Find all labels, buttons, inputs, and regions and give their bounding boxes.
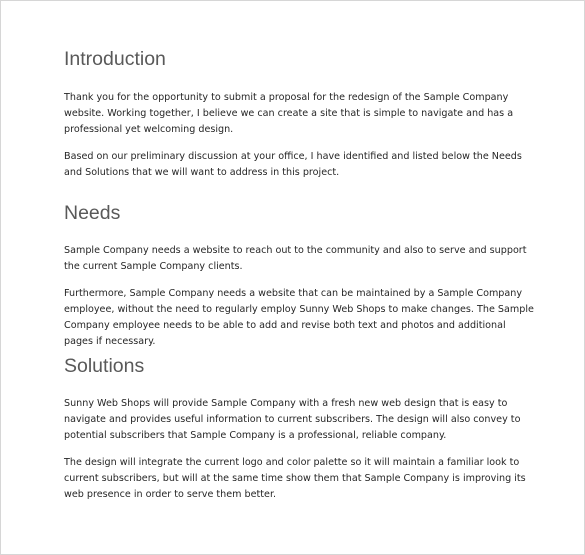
section-heading-introduction: Introduction: [64, 48, 166, 70]
section-heading-needs: Needs: [64, 202, 121, 224]
needs-paragraph-2: Furthermore, Sample Company needs a website that can be maintained by a Sample Company employee, without the need to regularly employ Sunny Web Shops to make changes. The Sample Company employee needs to be able to add and revise both text and photos and additional pages if necessary.: [64, 288, 534, 347]
introduction-paragraph-1: Thank you for the opportunity to submit a proposal for the redesign of the Sample Company website. Working together, I believe we can create a site that is simple to navigate and has a professional yet welcoming design.: [64, 92, 514, 135]
solutions-paragraph-1: Sunny Web Shops will provide Sample Company with a fresh new web design that is easy to navigate and provides useful information to current subscribers. The design will also convey to potential subscribers that Sample Company is a professional, reliable company.: [64, 398, 521, 441]
solutions-paragraph-2: The design will integrate the current logo and color palette so it will maintain a familiar look to current subscribers, but will at the same time show them that Sample Company is improving its web presence in order to serve them better.: [64, 457, 526, 500]
introduction-paragraph-2: Based on our preliminary discussion at your office, I have identified and listed below the Needs and Solutions that we will want to address in this project.: [64, 151, 522, 178]
section-heading-solutions: Solutions: [64, 355, 145, 377]
needs-paragraph-1: Sample Company needs a website to reach out to the community and also to serve and support the current Sample Company clients.: [64, 245, 527, 272]
